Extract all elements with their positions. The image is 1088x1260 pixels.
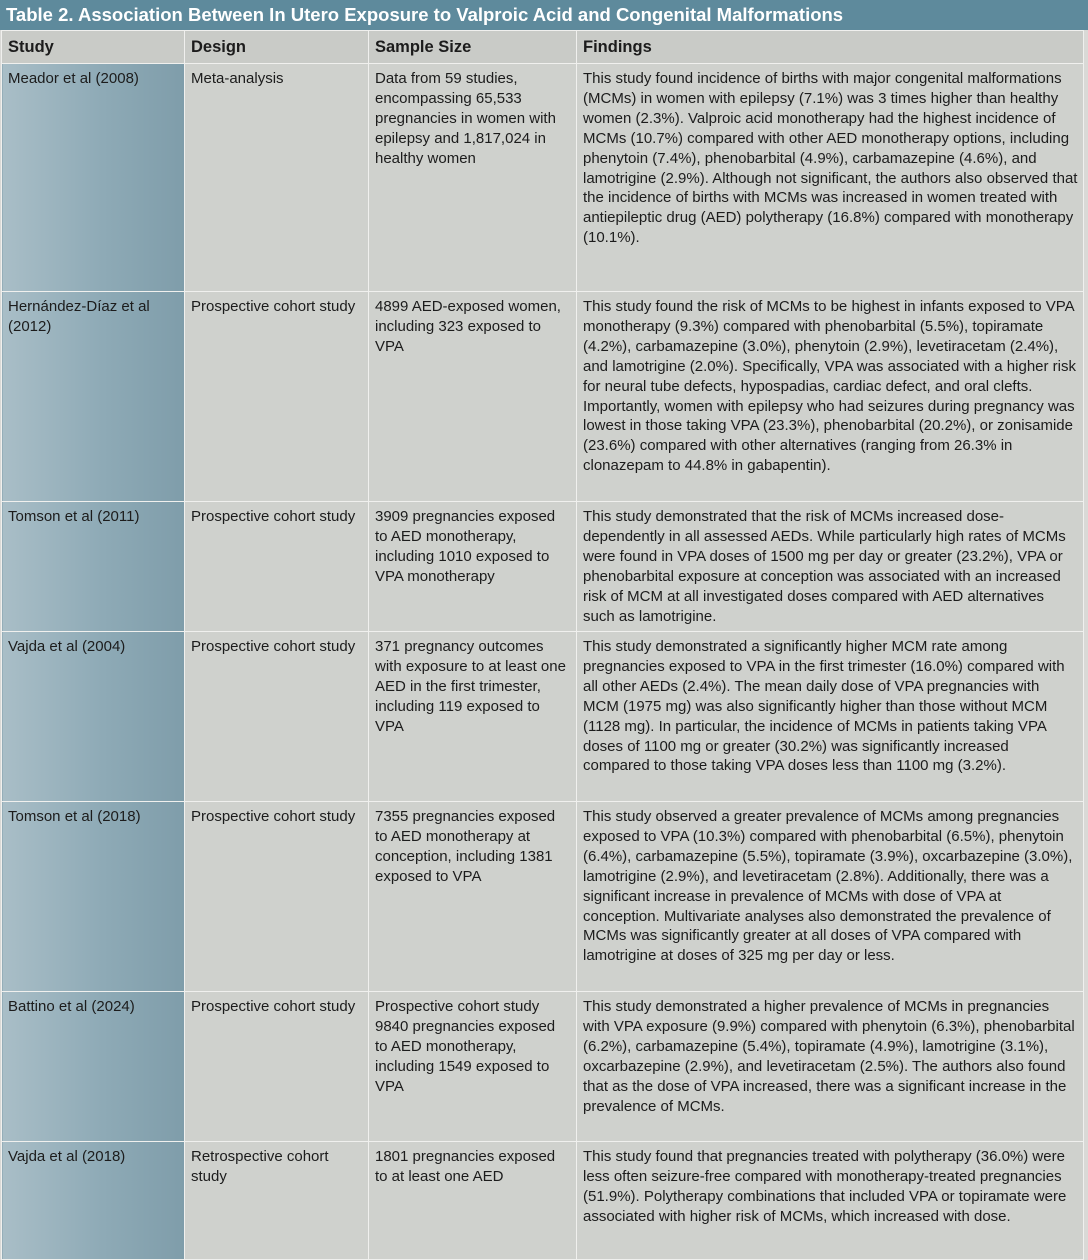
findings-cell: This study found incidence of births with major congenital malformations (MCMs) in women with epilepsy (7.1%) was 3 times higher than healthy women (2.3%). Valproic acid monotherapy had the highest incidence of MCMs (10.7%) compared with other AED monotherapy options, including phenytoin (7.4%), phenobarbital (4.9%), carbamazepine (4.6%), and lamotrigine (2.9%). Although not significant, the authors also observed that the incidence of births with MCMs was increased in women treated with antiepileptic drug (AED) polytherapy (16.8%) compared with monotherapy (10.1%). — [577, 64, 1084, 292]
findings-cell: This study demonstrated a higher prevalence of MCMs in pregnancies with VPA exposure (9.9%) compared with phenytoin (6.3%), phenobarbital (6.2%), carbamazepine (5.4%), topiramate (4.9%), lamotrigine (3.1%), oxcarbazepine (2.9%), and levetiracetam (2.5%). The authors also found that as the dose of VPA increased, there was a significant increase in the prevalence of MCMs. — [577, 992, 1084, 1142]
sample-size-cell: 371 pregnancy outcomes with exposure to at least one AED in the first trimester, including 119 exposed to VPA — [369, 632, 577, 802]
header-findings: Findings — [577, 31, 1084, 64]
table-grid — [1, 30, 1084, 1260]
sample-size-cell: Prospective cohort study 9840 pregnancies exposed to AED monotherapy, including 1549 exposed to VPA — [369, 992, 577, 1142]
design-cell: Prospective cohort study — [185, 802, 369, 992]
design-cell: Meta-analysis — [185, 64, 369, 292]
table-row — [2, 802, 1084, 992]
sample-size-cell: 4899 AED-exposed women, including 323 exposed to VPA — [369, 292, 577, 502]
findings-cell: This study demonstrated a significantly higher MCM rate among pregnancies exposed to VPA in the first trimester (16.0%) compared with all other AEDs (2.4%). The mean daily dose of VPA pregnancies with MCM (1975 mg) was also significantly higher than those without MCM (1128 mg). In particular, the incidence of MCMs in patients taking VPA doses of 1100 mg or greater (30.2%) was significantly increased compared to those taking VPA doses less than 1100 mg (3.2%). — [577, 632, 1084, 802]
design-cell: Prospective cohort study — [185, 502, 369, 632]
sample-size-cell: 1801 pregnancies exposed to at least one AED — [369, 1142, 577, 1260]
sample-size-cell: Data from 59 studies, encompassing 65,533 pregnancies in women with epilepsy and 1,817,024 in healthy women — [369, 64, 577, 292]
table-title: Table 2. Association Between In Utero Exposure to Valproic Acid and Congenital Malformations — [0, 0, 1088, 30]
table-row — [2, 64, 1084, 292]
study-cell: Vajda et al (2004) — [2, 632, 185, 802]
table-row — [2, 632, 1084, 802]
header-row — [2, 31, 1084, 64]
findings-cell: This study demonstrated that the risk of MCMs increased dose-dependently in all assessed AEDs. While particularly high rates of MCMs were found in VPA doses of 1500 mg per day or greater (23.2%), VPA or phenobarbital exposure at conception was associated with an increased risk of MCM at all investigated doses compared with AED alternatives such as lamotrigine. — [577, 502, 1084, 632]
sample-size-cell: 3909 pregnancies exposed to AED monotherapy, including 1010 exposed to VPA monotherapy — [369, 502, 577, 632]
study-cell: Vajda et al (2018) — [2, 1142, 185, 1260]
study-cell: Battino et al (2024) — [2, 992, 185, 1142]
study-cell: Tomson et al (2018) — [2, 802, 185, 992]
table-row — [2, 1142, 1084, 1260]
findings-cell: This study found that pregnancies treated with polytherapy (36.0%) were less often seizure-free compared with monotherapy-treated pregnancies (51.9%). Polytherapy combinations that included VPA or topiramate were associated with higher risk of MCMs, which increased with dose. — [577, 1142, 1084, 1260]
table-row — [2, 992, 1084, 1142]
study-cell: Tomson et al (2011) — [2, 502, 185, 632]
header-sample-size: Sample Size — [369, 31, 577, 64]
header-design: Design — [185, 31, 369, 64]
design-cell: Prospective cohort study — [185, 992, 369, 1142]
study-cell: Meador et al (2008) — [2, 64, 185, 292]
study-cell: Hernández-Díaz et al (2012) — [2, 292, 185, 502]
findings-cell: This study found the risk of MCMs to be highest in infants exposed to VPA monotherapy (9.3%) compared with phenobarbital (5.5%), topiramate (4.2%), carbamazepine (3.0%), phenytoin (2.9%), levetiracetam (2.4%), and lamotrigine (2.0%). Specifically, VPA was associated with a higher risk for neural tube defects, hypospadias, cardiac defect, and oral clefts. Importantly, women with epilepsy who had seizures during pregnancy was lowest in those taking VPA (23.3%), phenobarbital (20.2%), or zonisamide (23.6%) compared with other alternatives (ranging from 26.3% in clonazepam to 44.8% in gabapentin). — [577, 292, 1084, 502]
design-cell: Prospective cohort study — [185, 632, 369, 802]
design-cell: Retrospective cohort study — [185, 1142, 369, 1260]
table-row — [2, 292, 1084, 502]
table-row — [2, 502, 1084, 632]
findings-cell: This study observed a greater prevalence of MCMs among pregnancies exposed to VPA (10.3%) compared with phenobarbital (6.5%), phenytoin (6.4%), carbamazepine (5.5%), topiramate (3.9%), oxcarbazepine (3.0%), lamotrigine (2.9%), and levetiracetam (2.8%). Additionally, there was a significant increase in prevalence of MCMs with dose of VPA at conception. Multivariate analyses also demonstrated the prevalence of MCMs was significantly greater at all doses of VPA compared with lamotrigine at doses of 325 mg per day or less. — [577, 802, 1084, 992]
header-study: Study — [2, 31, 185, 64]
sample-size-cell: 7355 pregnancies exposed to AED monotherapy at conception, including 1381 exposed to VPA — [369, 802, 577, 992]
design-cell: Prospective cohort study — [185, 292, 369, 502]
